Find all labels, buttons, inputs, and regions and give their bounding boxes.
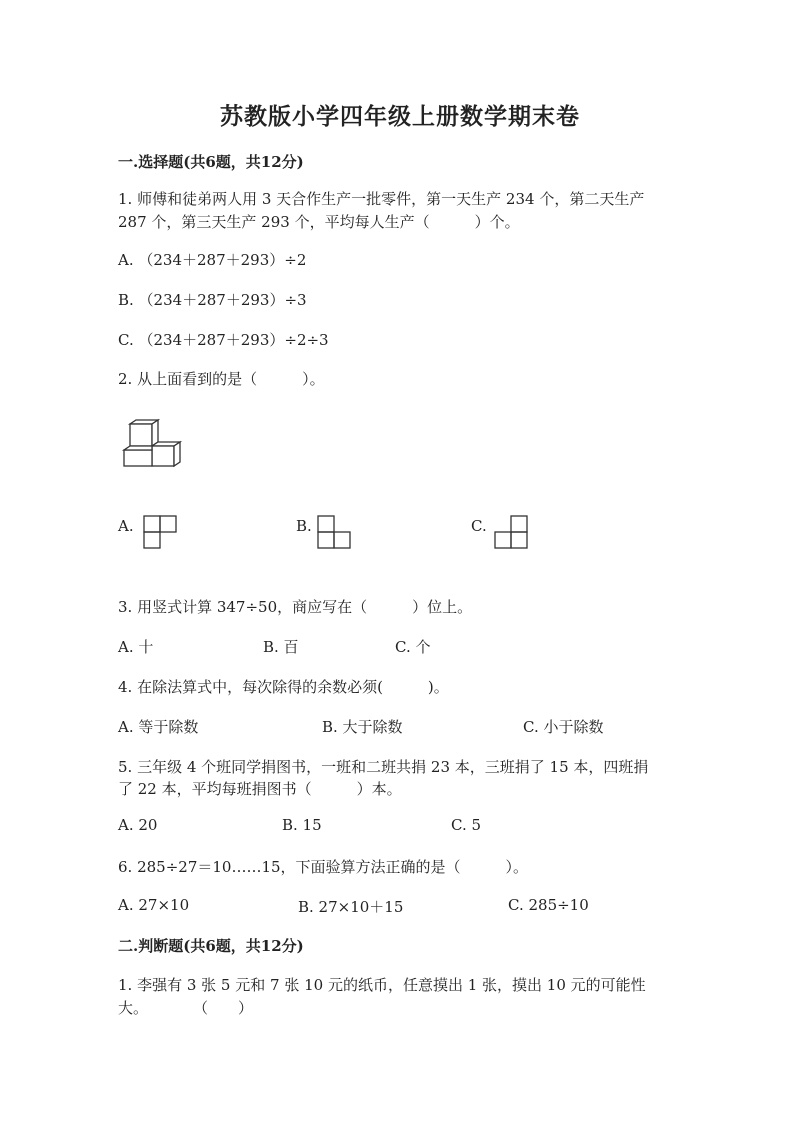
top-view-option-b-icon [317,515,351,549]
question-5-option-b[interactable]: B. 15 [282,816,322,834]
top-view-option-c-icon [494,515,528,549]
question-5-option-a[interactable]: A. 20 [118,816,158,834]
question-2-option-a-label[interactable]: A. [118,517,134,535]
question-5-line-2: 了 22 本，平均每班捐图书（ ）本。 [118,780,402,798]
question-4-option-b[interactable]: B. 大于除数 [322,718,403,736]
question-1-option-c[interactable]: C. （234＋287＋293）÷2÷3 [118,331,329,349]
question-1-option-b[interactable]: B. （234＋287＋293）÷3 [118,291,307,309]
question-1-line-2: 287 个，第三天生产 293 个，平均每人生产（ ）个。 [118,213,520,231]
question-3-option-a[interactable]: A. 十 [118,638,154,656]
question-1-line-1: 1. 师傅和徒弟两人用 3 天合作生产一批零件，第一天生产 234 个，第二天生产 [118,190,645,208]
question-5-option-c[interactable]: C. 5 [451,816,482,834]
page-title: 苏教版小学四年级上册数学期末卷 [220,103,580,130]
question-2-option-c-label[interactable]: C. [471,517,487,535]
question-2-text: 2. 从上面看到的是（ ）。 [118,370,325,388]
judgement-1-line-1: 1. 李强有 3 张 5 元和 7 张 10 元的纸币，任意摸出 1 张，摸出 10 元的可能性 [118,976,646,994]
section-heading-judgement: 二.判断题(共6题，共12分) [118,937,304,955]
question-3-text: 3. 用竖式计算 347÷50，商应写在（ ）位上。 [118,598,473,616]
question-2-option-b-label[interactable]: B. [296,517,312,535]
question-4-option-a[interactable]: A. 等于除数 [118,718,199,736]
cube-stack-figure [118,420,188,470]
question-3-option-b[interactable]: B. 百 [263,638,299,656]
top-view-option-a-icon [143,515,177,549]
question-6-option-a[interactable]: A. 27×10 [118,896,190,914]
question-6-option-b[interactable]: B. 27×10＋15 [298,898,404,916]
judgement-1-line-2: 大。 （ ） [118,999,254,1017]
question-5-line-1: 5. 三年级 4 个班同学捐图书，一班和二班共捐 23 本，三班捐了 15 本，四班捐 [118,758,649,776]
question-6-option-c[interactable]: C. 285÷10 [508,896,589,914]
section-heading-choice: 一.选择题(共6题，共12分) [118,153,304,171]
question-6-text: 6. 285÷27＝10……15，下面验算方法正确的是（ ）。 [118,858,529,876]
question-3-option-c[interactable]: C. 个 [395,638,431,656]
question-4-option-c[interactable]: C. 小于除数 [523,718,604,736]
question-4-text: 4. 在除法算式中，每次除得的余数必须( )。 [118,678,449,696]
question-1-option-a[interactable]: A. （234＋287＋293）÷2 [118,251,307,269]
